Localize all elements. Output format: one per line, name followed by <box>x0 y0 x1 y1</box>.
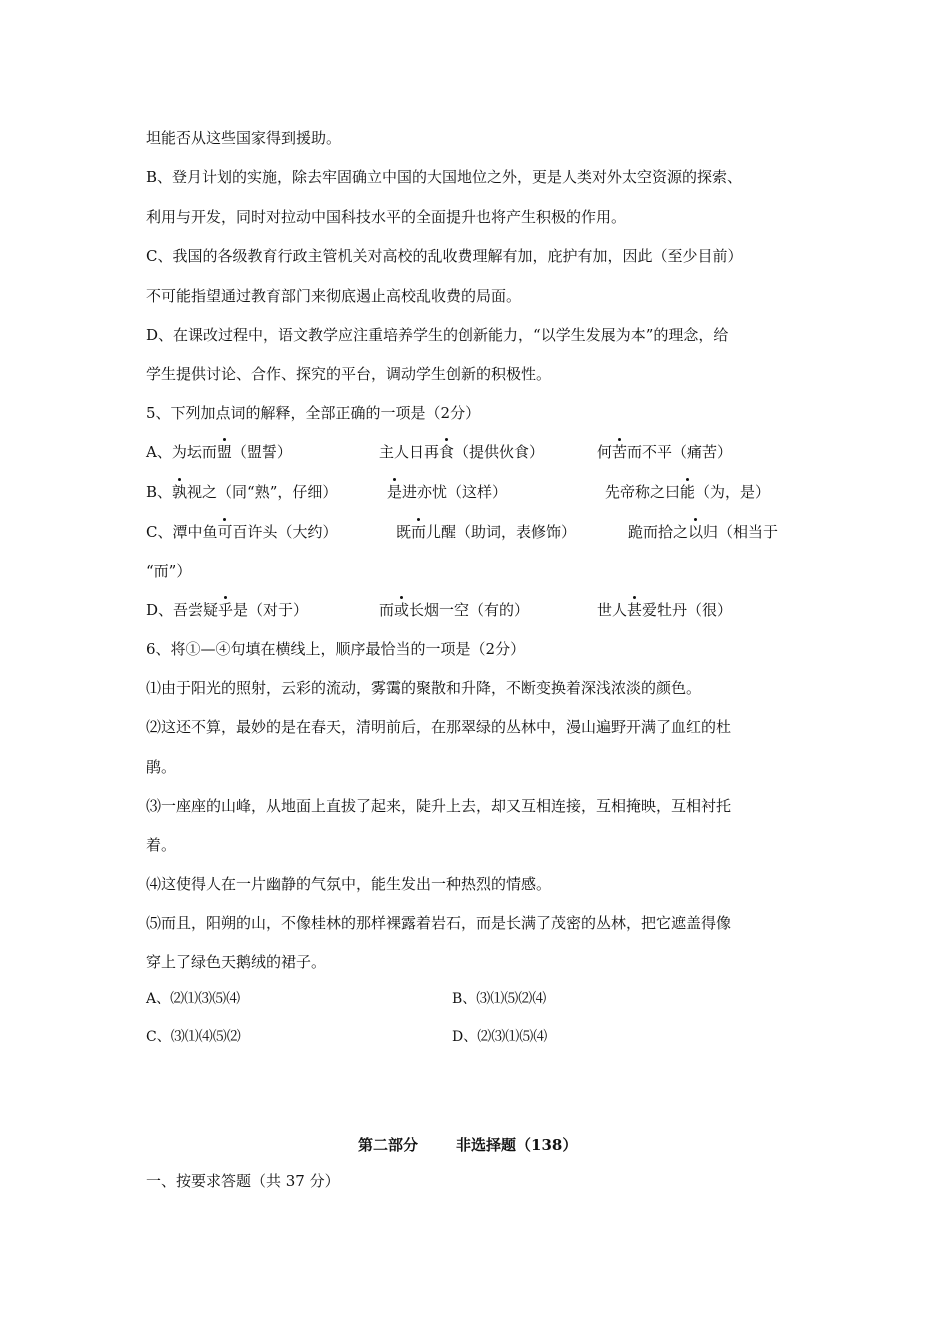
q5-d-item-2: 而或长烟一空（有的） <box>379 601 530 619</box>
q6-option-c: C、⑶⑴⑷⑸⑵ <box>146 1029 241 1045</box>
q6-sentence-4: ⑷这使得人在一片幽静的气氛中，能生发出一种热烈的情感。 <box>146 875 552 893</box>
q5-option-c-continuation: “而”） <box>146 562 192 580</box>
q6-option-a: A、⑵⑴⑶⑸⑷ <box>146 991 241 1007</box>
q6-sentence-2-line-1: ⑵这还不算，最妙的是在春天，清明前后，在那翠绿的丛林中，漫山遍野开满了血红的杜 <box>146 718 732 736</box>
q6-sentence-3-line-1: ⑶一座座的山峰，从地面上直拔了起来，陡升上去，却又互相连接，互相掩映，互相衬托 <box>146 797 732 815</box>
q5-b-item-3: 先帝称之曰能（为，是） <box>605 483 771 501</box>
q5-b-item-1: B、孰视之（同“熟”，仔细） <box>146 483 338 501</box>
question-6-stem: 6、将①—④句填在横线上，顺序最恰当的一项是（2分） <box>146 640 526 658</box>
q5-a-item-3: 何苦而不平（痛苦） <box>597 443 733 461</box>
q6-option-b: B、⑶⑴⑸⑵⑷ <box>452 991 547 1007</box>
part-2-label: 第二部分 <box>358 1136 419 1154</box>
text-line: 坦能否从这些国家得到援助。 <box>146 129 342 147</box>
q5-a-item-1: A、为坛而盟（盟誓） <box>146 443 292 461</box>
option-d-line-2: 学生提供讨论、合作、探究的平台，调动学生创新的积极性。 <box>146 365 552 383</box>
q5-b-item-2: 是进亦忧（这样） <box>387 483 508 501</box>
option-d-line-1: D、在课改过程中，语文教学应注重培养学生的创新能力，“以学生发展为本”的理念，给 <box>146 326 729 344</box>
q5-c-item-1: C、潭中鱼可百许头（大约） <box>146 523 338 541</box>
option-c-line-2: 不可能指望通过教育部门来彻底遏止高校乱收费的局面。 <box>146 287 522 305</box>
q5-a-item-2: 主人日再食（提供伙食） <box>379 443 545 461</box>
q6-sentence-3-line-2: 着。 <box>146 836 177 854</box>
option-b-line-2: 利用与开发，同时对拉动中国科技水平的全面提升也将产生积极的作用。 <box>146 208 627 226</box>
q6-sentence-1: ⑴由于阳光的照射，云彩的流动，雾霭的聚散和升降，不断变换着深浅浓淡的颜色。 <box>146 679 702 697</box>
q5-d-item-3: 世人甚爱牡丹（很） <box>597 601 733 619</box>
q6-sentence-2-line-2: 鹃。 <box>146 758 177 776</box>
q6-sentence-5-line-1: ⑸而且，阳朔的山，不像桂林的那样裸露着岩石，而是长满了茂密的丛林，把它遮盖得像 <box>146 914 732 932</box>
option-c-line-1: C、我国的各级教育行政主管机关对高校的乱收费理解有加，庇护有加，因此（至少目前） <box>146 247 743 265</box>
q5-c-item-2: 既而儿醒（助词，表修饰） <box>396 523 577 541</box>
part-2-heading <box>358 1134 577 1155</box>
question-5-stem: 5、下列加点词的解释，全部正确的一项是（2分） <box>146 404 481 422</box>
q6-sentence-5-line-2: 穿上了绿色天鹅绒的裙子。 <box>146 953 327 971</box>
q5-c-item-3: 跪而拾之以归（相当于 <box>628 523 779 541</box>
part-2-title: 非选择题（138） <box>456 1136 578 1154</box>
section-1-heading: 一、按要求答题（共 37 分） <box>146 1172 340 1190</box>
q6-option-d: D、⑵⑶⑴⑸⑷ <box>452 1029 548 1045</box>
option-b-line-1: B、登月计划的实施，除去牢固确立中国的大国地位之外，更是人类对外太空资源的探索、 <box>146 168 743 186</box>
q5-d-item-1: D、吾尝疑乎是（对于） <box>146 601 309 619</box>
